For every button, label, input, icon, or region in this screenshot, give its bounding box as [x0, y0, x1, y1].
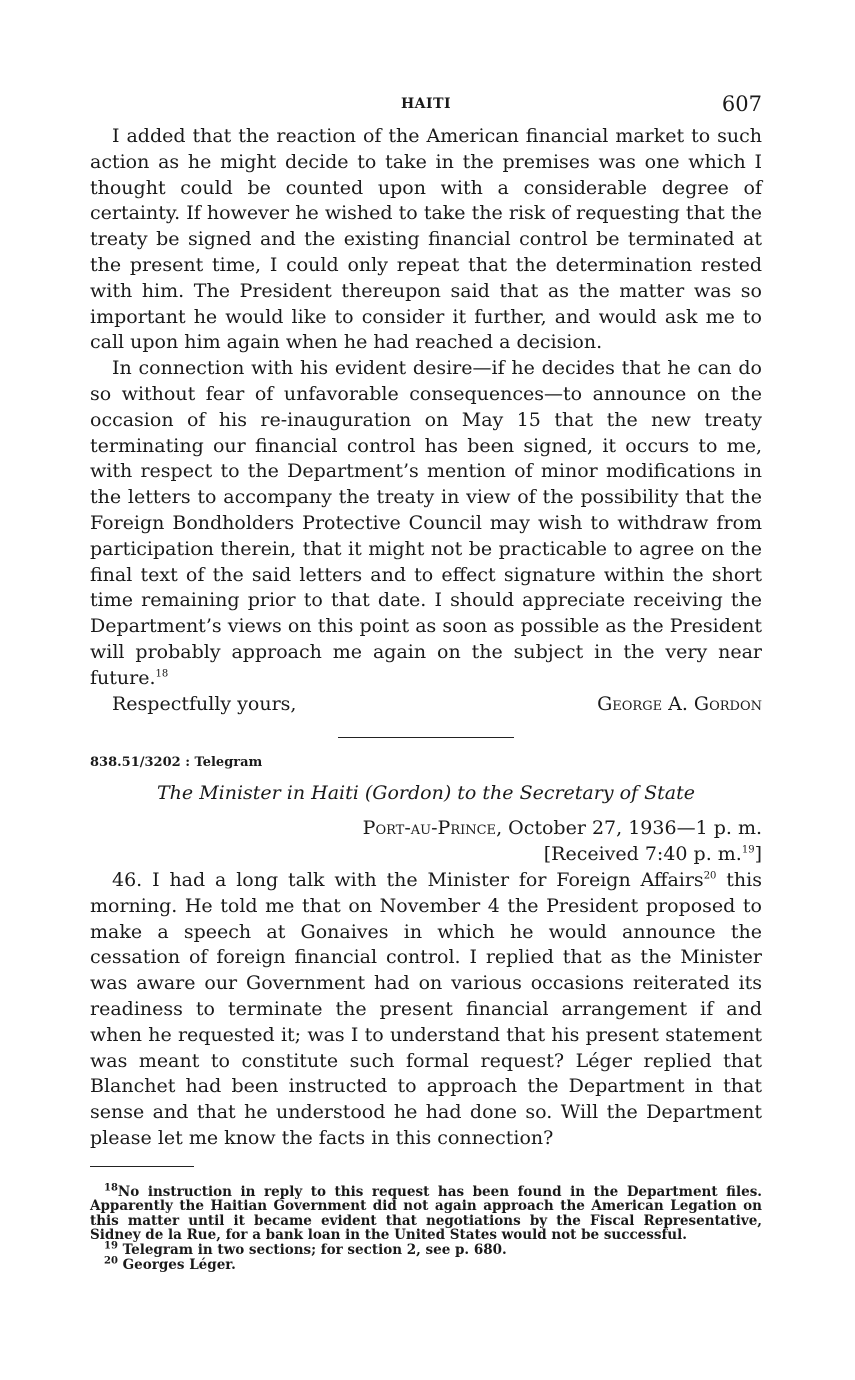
- received-line: [90, 842, 762, 868]
- footnote-18: [90, 1182, 762, 1244]
- dateline-place: Port-au-Prince: [362, 817, 497, 840]
- letter-paragraph-2: [90, 356, 762, 691]
- footnote-20-number: 20: [104, 1255, 118, 1267]
- telegram-body-part-1: 46. I had a long talk with the Minister for Foreign Affairs: [112, 868, 704, 891]
- signoff: [90, 692, 762, 718]
- footnotes: [90, 1182, 762, 1273]
- document-page: [90, 90, 762, 1272]
- footnote-ref-18: 18: [155, 668, 169, 680]
- running-title: HAITI: [400, 96, 452, 112]
- received-end: ]: [754, 843, 762, 866]
- footnote-19-text: Telegram in two sections; for section 2, see p. 680.: [122, 1242, 507, 1259]
- heading-name: Gordon: [372, 782, 444, 805]
- signature: George A. Gordon: [597, 692, 762, 715]
- letter-paragraph-1: I added that the reaction of the American financial market to such action as he might decide to take in the premises was one which I thought could be counted upon with a considerable degree of certainty. If however he wished to take the risk of requesting that the treaty be signed and the existing financial control be terminated at the present time, I could only repeat that the determination rested with him. The President thereupon said that as the matter was so important he would like to consider it further, and would ask me to call upon him again when he had reached a decision.: [90, 125, 762, 354]
- footnote-ref-20: 20: [703, 870, 717, 882]
- footnote-20-text: Georges Léger.: [122, 1256, 236, 1273]
- heading-part-1: The Minister in Haiti: [157, 782, 359, 805]
- footnote-ref-19: 19: [741, 844, 755, 856]
- page-number: 607: [721, 92, 762, 116]
- file-reference: 838.51/3202 : Telegram: [90, 755, 263, 771]
- dateline-date: , October 27, 1936—1 p. m.: [496, 817, 762, 840]
- dateline: [90, 816, 762, 842]
- footnote-19-number: 19: [104, 1240, 118, 1252]
- footnote-19: [90, 1240, 762, 1259]
- footnote-18-text: No instruction in reply to this request has been found in the Department files. Apparently the Haitian Government did not again approach the American Legation on this matter until it became evident that negotiations by the Fiscal Representative, Sidney de la Rue, for a bank loan in the United States would not be successful.: [90, 1183, 762, 1244]
- closing: Respectfully yours,: [112, 692, 297, 715]
- letter-paragraph-2-text: In connection with his evident desire—if he decides that he can do so without fear of unfavorable consequences—to announce on the occasion of his re-inauguration on May 15 that the new treaty terminating our financial control has been signed, it occurs to me, with respect to the Department’s mention of minor modifications in the letters to accompany the treaty in view of the possibility that the Foreign Bondholders Protective Council may wish to withdraw from participation therein, that it might not be practicable to agree on the final text of the said letters and to effect signature within the short time remaining prior to that date. I should appreciate receiving the Department’s views on this point as soon as possible as the President will probably approach me again on the subject in the very near future.: [90, 357, 762, 689]
- received-text: [Received 7:40 p. m.: [543, 843, 742, 866]
- footnote-divider: [90, 1166, 194, 1167]
- section-divider: [338, 737, 514, 738]
- footnote-20: [90, 1255, 762, 1273]
- document-heading: The Minister in Haiti (Gordon) to the Secretary of State: [157, 782, 695, 805]
- heading-part-2: to the Secretary of State: [457, 782, 695, 805]
- telegram-body-part-2: this morning. He told me that on November 4 the President proposed to make a speech at Gonaives in which he would announce the cessation of foreign financial control. I replied that as the Minister was aware our Government had on various occasions reiterated its readiness to terminate the present financial arrangement if and when he requested it; was I to understand that his present statement was meant to constitute such formal request? Léger replied that Blanchet had been instructed to approach the Department in that sense and that he understood he had done so. Will the Department please let me know the facts in this connection?: [90, 868, 762, 1149]
- page-header: [90, 90, 762, 124]
- footnote-18-number: 18: [104, 1182, 118, 1194]
- telegram-body: [90, 868, 762, 1152]
